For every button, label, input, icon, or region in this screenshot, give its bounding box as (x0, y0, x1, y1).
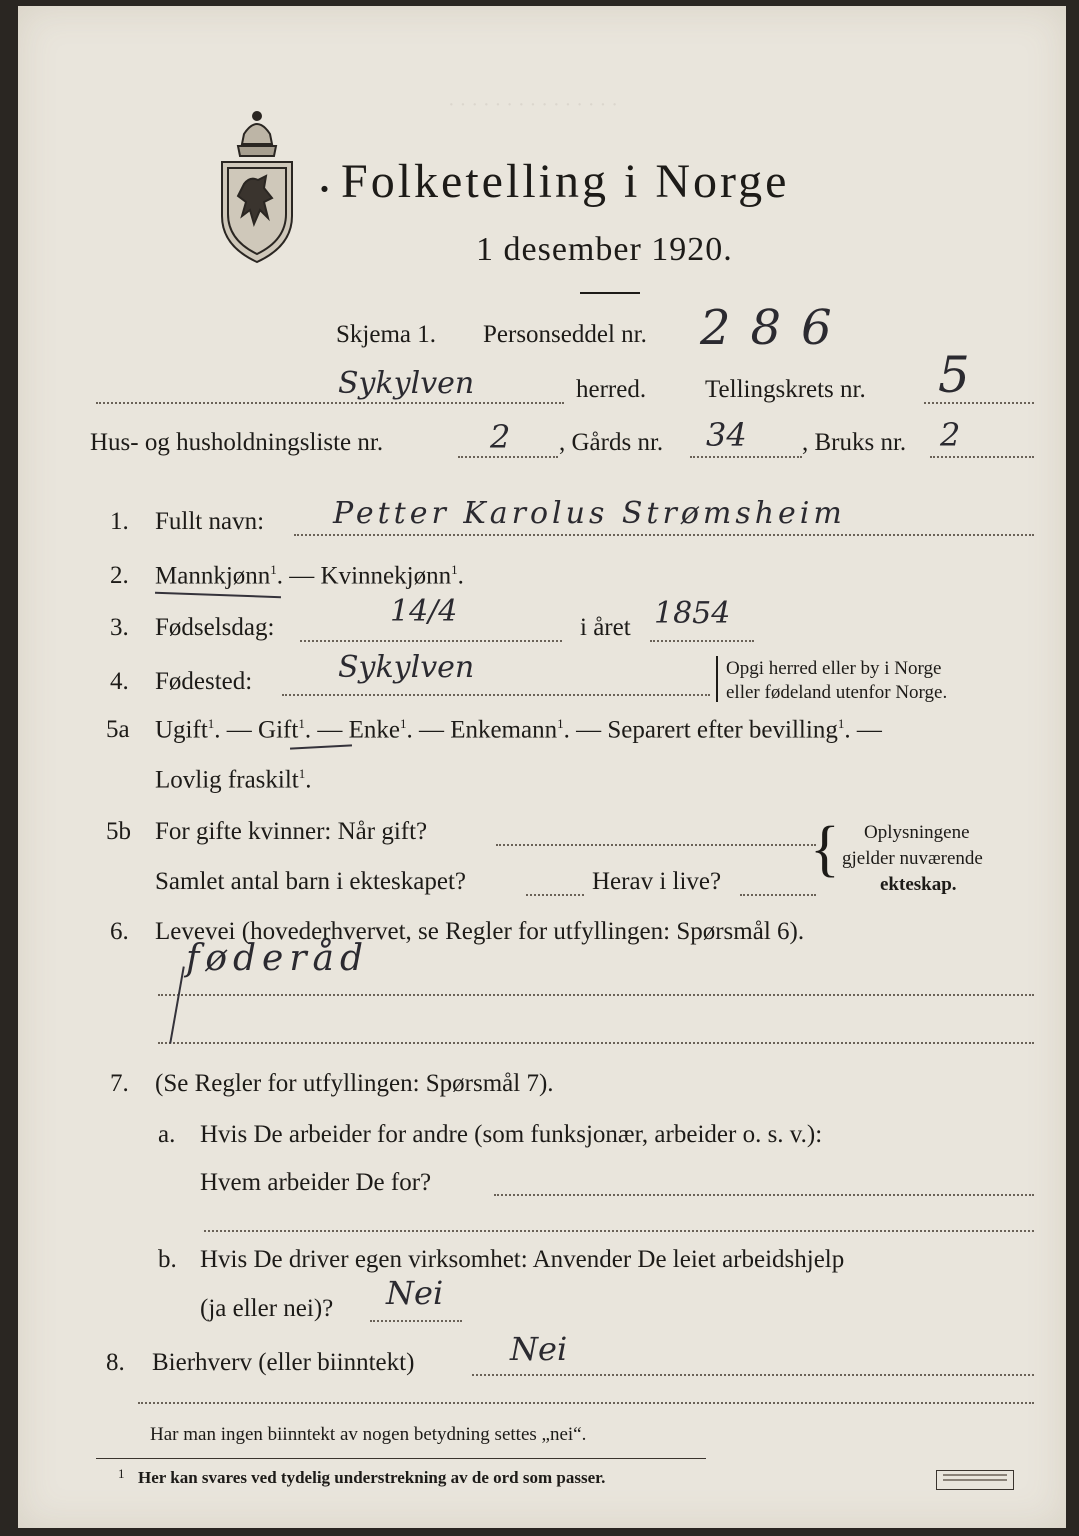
full-name-value[interactable]: Petter Karolus Strømsheim (333, 496, 846, 531)
birthplace-value[interactable]: Sykylven (338, 650, 475, 685)
side-income-field-line (472, 1374, 1034, 1376)
bruks-field-line (930, 456, 1034, 458)
q6-number: 6. (110, 918, 129, 945)
bruks-label: , Bruks nr. (802, 429, 907, 456)
marital-fraskilt[interactable]: Lovlig fraskilt (155, 766, 299, 794)
year-label: i året (580, 614, 631, 641)
coat-of-arms-icon (214, 106, 300, 266)
dash: — (418, 716, 444, 744)
divider (580, 292, 640, 294)
gards-field-line (690, 456, 802, 458)
q3-label: Fødselsdag: (155, 614, 275, 641)
marriage-note-2: gjelder nuværende (842, 848, 983, 869)
census-form-sheet (18, 6, 1066, 1528)
marital-enke[interactable]: Enke (348, 716, 400, 744)
footnote-marker: 1 (298, 766, 306, 781)
tellingskrets-label: Tellingskrets nr. (705, 376, 866, 403)
q7-number: 7. (110, 1070, 129, 1097)
q5b-label-children: Samlet antal barn i ekteskapet? (155, 868, 466, 895)
marriage-note-1: Oplysningene (864, 822, 970, 843)
q7b-label-yesno: (ja eller nei)? (200, 1295, 334, 1322)
form-title: Folketelling i Norge (341, 155, 790, 208)
title-dot: ● (321, 184, 328, 193)
herred-field-line (96, 402, 564, 404)
stamp-line (943, 1479, 1007, 1481)
footnote-marker: 1 (451, 562, 458, 577)
birthplace-field-line (282, 694, 710, 696)
employer-field-line (494, 1194, 1034, 1196)
side-income-field-line-2 (138, 1402, 1034, 1404)
occupation-value[interactable]: føderåd (186, 938, 370, 979)
alive-field-line (740, 894, 816, 896)
q1-field-line (294, 534, 1034, 536)
dash: — (317, 716, 343, 744)
marital-fraskilt-line: Lovlig fraskilt$^1$. (155, 766, 312, 794)
gift-underline-mark (290, 744, 352, 749)
dash: — (226, 716, 252, 744)
footnote-marker: 1 (270, 562, 277, 577)
note-brace: { (810, 815, 840, 883)
birth-year-value[interactable]: 1854 (654, 596, 731, 631)
q5b-number: 5b (106, 818, 131, 845)
q7b-label: Hvis De driver egen virksomhet: Anvender De leiet arbeidshjelp (200, 1246, 845, 1273)
footnote-marker: 1 (207, 716, 215, 731)
footnote-divider (96, 1458, 706, 1459)
terminator: . (457, 562, 464, 590)
dash: — (576, 716, 602, 744)
employer-field-line-2 (204, 1230, 1034, 1232)
q1-label: Fullt navn: (155, 508, 265, 535)
side-income-value[interactable]: Nei (510, 1330, 568, 1368)
hus-value[interactable]: 2 (490, 418, 511, 456)
q8-label: Bierhverv (eller biinntekt) (152, 1349, 415, 1376)
herred-value[interactable]: Sykylven (338, 366, 475, 401)
q6-label: Levevei (hovederhvervet, se Regler for utfyllingen: Spørsmål 6). (155, 918, 805, 945)
year-field-line (650, 640, 754, 642)
dash: — (856, 716, 882, 744)
hired-help-field-line (370, 1320, 462, 1322)
birthdate-field-line (300, 640, 562, 642)
hus-field-line (458, 456, 558, 458)
children-field-line (526, 894, 584, 896)
gards-label: , Gårds nr. (559, 429, 664, 456)
birthplace-note-1: Opgi herred eller by i Norge (726, 658, 942, 679)
footnote-marker: 1 (557, 716, 564, 731)
tellingskrets-value[interactable]: 5 (938, 346, 970, 404)
marital-options: Ugift$^1$. — Gift$^1$. — Enke$^1$. — Enkemann$^1$. — Separert efter bevilling$^1$. — (155, 716, 882, 744)
note-bracket (716, 656, 718, 702)
q8-number: 8. (106, 1349, 125, 1376)
q1-number: 1. (110, 508, 129, 535)
gender-male[interactable]: Mannkjønn (155, 562, 271, 590)
q4-label: Fødested: (155, 668, 253, 695)
q7a-number: a. (158, 1121, 176, 1148)
pen-stroke-mark (169, 966, 185, 1043)
birthplace-note-2: eller fødeland utenfor Norge. (726, 682, 948, 703)
printer-stamp (936, 1470, 1014, 1490)
gards-value[interactable]: 34 (706, 416, 747, 454)
q3-number: 3. (110, 614, 129, 641)
marital-ugift[interactable]: Ugift (155, 716, 208, 744)
occupation-field-line-1 (158, 994, 1034, 996)
married-when-field-line (496, 844, 816, 846)
male-underline-mark (155, 592, 281, 598)
q5b-label-alive: Herav i live? (592, 868, 722, 895)
q7a-label: Hvis De arbeider for andre (som funksjonær, arbeider o. s. v.): (200, 1121, 823, 1148)
personseddel-label: Personseddel nr. (483, 321, 647, 348)
footnote-number: 1 (118, 1466, 125, 1481)
q4-number: 4. (110, 668, 129, 695)
q5b-label-when: For gifte kvinner: Når gift? (155, 818, 428, 845)
bleed-through-text: · · · · · · · · · · · · · · · (448, 94, 618, 116)
footnote-text: Her kan svares ved tydelig understrekning av de ord som passer. (138, 1468, 606, 1487)
herred-label: herred. (576, 376, 647, 403)
footnote-marker: 1 (298, 716, 305, 731)
footnote-marker: 1 (837, 716, 845, 731)
personseddel-value: 286 (700, 300, 852, 356)
occupation-field-line-2 (158, 1042, 1034, 1044)
hus-label: Hus- og husholdningsliste nr. (90, 429, 384, 456)
q7b-number: b. (158, 1246, 177, 1273)
marital-enkemann[interactable]: Enkemann (450, 716, 558, 744)
schema-label: Skjema 1. (336, 321, 436, 348)
footnote-marker: 1 (399, 716, 407, 731)
gender-options (155, 562, 464, 590)
marital-separert[interactable]: Separert efter bevilling (607, 716, 838, 744)
bruks-value[interactable]: 2 (940, 416, 961, 454)
q7a-label-employer: Hvem arbeider De for? (200, 1169, 432, 1196)
gender-female[interactable]: Kvinnekjønn (320, 562, 452, 590)
census-date: 1 desember 1920. (476, 231, 733, 268)
q2-number: 2. (110, 562, 129, 589)
q5a-number: 5a (106, 716, 130, 743)
marriage-note-3: ekteskap. (880, 874, 957, 895)
birthdate-value[interactable]: 14/4 (390, 594, 458, 629)
separator: . — (276, 562, 321, 590)
stamp-line (943, 1474, 1007, 1476)
q7-label: (Se Regler for utfyllingen: Spørsmål 7). (155, 1070, 554, 1097)
side-income-note: Har man ingen biinntekt av nogen betydning settes „nei“. (150, 1424, 587, 1445)
hired-help-value[interactable]: Nei (386, 1274, 444, 1312)
marital-gift[interactable]: Gift (258, 716, 299, 744)
